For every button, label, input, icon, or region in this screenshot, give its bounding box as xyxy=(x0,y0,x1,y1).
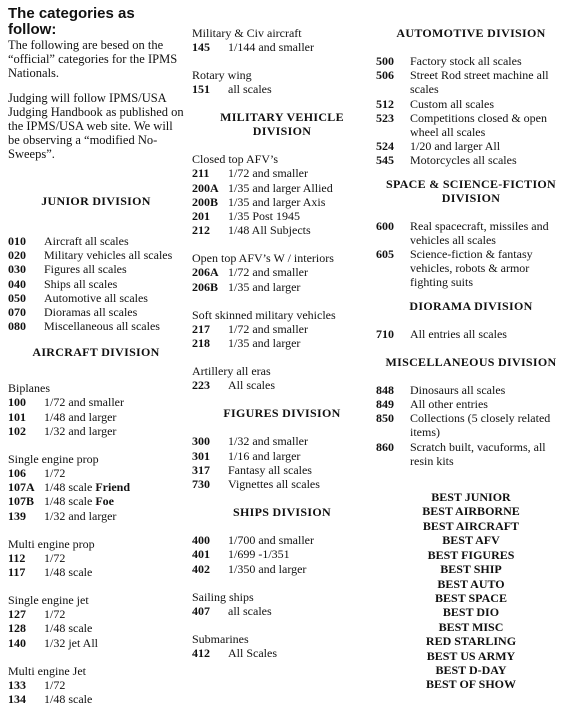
category-code: 050 xyxy=(8,290,26,305)
category-code: 402 xyxy=(192,561,210,576)
category-description xyxy=(44,565,184,579)
space-division-title-line2: DIVISION xyxy=(441,190,501,205)
category-description xyxy=(44,410,184,424)
category-description xyxy=(44,636,184,650)
category-code: 020 xyxy=(8,248,26,263)
category-description xyxy=(228,463,372,477)
category-row xyxy=(8,262,184,276)
category-description xyxy=(44,277,184,291)
category-code: 128 xyxy=(8,621,26,636)
category-description-text: 1/72 and smaller xyxy=(228,166,308,181)
category-description-text: 1/32 and smaller xyxy=(228,434,308,449)
category-code: 605 xyxy=(376,247,394,262)
category-row xyxy=(376,97,566,111)
category-code: 200A xyxy=(192,180,219,195)
category-description-text: Miscellaneous all scales xyxy=(44,319,160,334)
category-code: 848 xyxy=(376,382,394,397)
category-description xyxy=(228,82,372,96)
category-description-text: Scratch built, vacuforms, all resin kits xyxy=(410,439,546,468)
category-description xyxy=(228,434,372,448)
category-description-text: All entries all scales xyxy=(410,326,507,341)
category-row xyxy=(192,378,372,392)
category-row xyxy=(192,449,372,463)
category-row xyxy=(8,692,184,706)
group-single-engine-jet: Single engine jet xyxy=(8,593,89,608)
category-row xyxy=(192,434,372,448)
category-description-text: 1/48 scale xyxy=(44,621,93,636)
category-description xyxy=(44,509,184,523)
category-description xyxy=(44,305,184,319)
category-row xyxy=(376,397,566,411)
category-row xyxy=(376,54,566,68)
category-code: 524 xyxy=(376,139,394,154)
category-code: 100 xyxy=(8,395,26,410)
category-description-text: 1/48 scale xyxy=(44,565,93,580)
group-single-engine-prop: Single engine prop xyxy=(8,452,99,467)
category-description xyxy=(228,195,372,209)
category-description-text: 1/32 and larger xyxy=(44,423,117,438)
category-description-text: 1/35 and larger Axis xyxy=(228,194,326,209)
category-description xyxy=(228,166,372,180)
space-entries xyxy=(376,219,566,290)
category-row xyxy=(376,327,566,341)
category-row xyxy=(192,604,372,618)
category-description-text: 1/48 scale xyxy=(44,692,93,707)
category-code: 545 xyxy=(376,153,394,168)
category-description-text: Competitions closed & open wheel all scales xyxy=(410,110,547,140)
category-description xyxy=(44,319,184,333)
category-description xyxy=(44,678,184,692)
category-code: 849 xyxy=(376,397,394,412)
category-row xyxy=(192,223,372,237)
category-row xyxy=(8,466,184,480)
category-description-text: 1/35 Post 1945 xyxy=(228,209,301,224)
category-description-text: 1/72 and smaller xyxy=(228,265,308,280)
category-description xyxy=(228,280,372,294)
category-code: 080 xyxy=(8,319,26,334)
category-code: 223 xyxy=(192,378,210,393)
category-description xyxy=(410,111,566,139)
category-row xyxy=(376,153,566,167)
category-description-text: 1/35 and larger xyxy=(228,279,301,294)
category-code: 407 xyxy=(192,603,210,618)
group-military-civ-aircraft: Military & Civ aircraft xyxy=(192,26,302,40)
category-code: 145 xyxy=(192,40,210,54)
category-row xyxy=(8,319,184,333)
category-row xyxy=(8,621,184,635)
category-description xyxy=(410,327,566,341)
category-description xyxy=(228,547,372,561)
group-soft-skinned: Soft skinned military vehicles xyxy=(192,307,336,322)
category-description xyxy=(410,68,566,96)
group-open-top-afv: Open top AFV’s W / interiors xyxy=(192,251,334,266)
category-description xyxy=(228,223,372,237)
category-code: 107A xyxy=(8,480,35,495)
category-description xyxy=(44,395,184,409)
category-description xyxy=(44,551,184,565)
category-row xyxy=(8,234,184,248)
category-row xyxy=(376,111,566,139)
category-code: 317 xyxy=(192,462,210,477)
category-description-text: 1/72 and smaller xyxy=(44,395,124,410)
junior-division-title: JUNIOR DIVISION xyxy=(41,194,151,208)
category-description xyxy=(228,378,372,392)
category-code: 102 xyxy=(8,423,26,438)
rotary-entries xyxy=(192,82,372,96)
category-row xyxy=(8,551,184,565)
category-description xyxy=(228,181,372,195)
category-code: 040 xyxy=(8,276,26,291)
category-description-text: 1/35 and larger Allied xyxy=(228,180,333,195)
aircraft-division-title: AIRCRAFT DIVISION xyxy=(32,345,160,360)
best-award: BEST MISC xyxy=(438,619,504,634)
junior-entries xyxy=(8,234,184,333)
category-description-text: Dioramas all scales xyxy=(44,305,138,320)
group-biplanes: Biplanes xyxy=(8,381,50,396)
group-rotary-wing: Rotary wing xyxy=(192,68,252,83)
space-division-title-line1: SPACE & SCIENCE-FICTION xyxy=(385,176,557,191)
category-code: 401 xyxy=(192,547,210,562)
soft-skinned-entries xyxy=(192,322,372,350)
category-code: 217 xyxy=(192,321,210,336)
category-row xyxy=(192,265,372,279)
category-description-text: 1/72 xyxy=(44,677,66,692)
category-code: 106 xyxy=(8,466,26,481)
category-description xyxy=(44,262,184,276)
category-description-text: Aircraft all scales xyxy=(44,234,129,248)
category-code: 600 xyxy=(376,218,394,233)
sailing-entries xyxy=(192,604,372,618)
category-description xyxy=(410,97,566,111)
category-description-text: 1/48 scale xyxy=(44,494,96,509)
category-description-text: 1/72 xyxy=(44,466,66,481)
mil-civ-entries xyxy=(192,40,372,54)
category-row xyxy=(8,248,184,262)
category-description xyxy=(44,248,184,262)
best-award: BEST AIRBORNE xyxy=(422,504,520,519)
group-multi-engine-jet: Multi engine Jet xyxy=(8,663,86,678)
single-jet-entries xyxy=(8,607,184,650)
best-award: BEST US ARMY xyxy=(426,648,516,663)
multi-prop-entries xyxy=(8,551,184,579)
category-code: 112 xyxy=(8,550,26,565)
category-row xyxy=(376,68,566,96)
category-description-text: 1/20 and larger All xyxy=(410,139,501,154)
category-code: 206A xyxy=(192,265,219,280)
category-code: 710 xyxy=(376,326,394,341)
category-code: 117 xyxy=(8,565,26,580)
category-row xyxy=(376,383,566,397)
category-description xyxy=(44,494,184,508)
category-code: 030 xyxy=(8,262,26,277)
automotive-entries xyxy=(376,54,566,168)
category-code: 206B xyxy=(192,279,219,294)
category-description-text: Science-fiction & fantasy vehicles, robots & armor fighting suits xyxy=(410,247,533,290)
category-code: 201 xyxy=(192,209,210,224)
category-description-text: Fantasy all scales xyxy=(228,462,312,477)
category-description xyxy=(228,533,372,547)
category-description xyxy=(410,247,566,290)
category-description xyxy=(410,440,566,468)
category-row xyxy=(8,395,184,409)
category-code: 412 xyxy=(192,646,210,661)
category-description xyxy=(44,466,184,480)
category-description xyxy=(410,383,566,397)
best-award: BEST SPACE xyxy=(435,590,507,605)
category-code: 850 xyxy=(376,411,394,426)
category-description xyxy=(410,219,566,247)
figures-entries xyxy=(192,434,372,491)
category-description-text: 1/699 -1/351 xyxy=(228,547,290,562)
intro-heading: The categories as follow: xyxy=(8,5,135,38)
category-row xyxy=(376,440,566,468)
category-row xyxy=(8,494,184,508)
best-award: BEST DIO xyxy=(442,605,500,620)
category-description xyxy=(44,692,184,706)
best-award: BEST JUNIOR xyxy=(431,490,511,505)
category-description xyxy=(228,40,372,54)
category-description xyxy=(228,336,372,350)
category-description-text: All Scales xyxy=(228,646,277,661)
category-description-text: Dinosaurs all scales xyxy=(410,382,506,397)
category-row xyxy=(8,480,184,494)
category-code: 218 xyxy=(192,336,210,351)
category-row xyxy=(8,636,184,650)
best-award: BEST FIGURES xyxy=(427,547,515,562)
category-row xyxy=(192,533,372,547)
best-award: BEST D-DAY xyxy=(435,662,507,677)
ships-division-title: SHIPS DIVISION xyxy=(233,505,331,520)
category-description-text: Automotive all scales xyxy=(44,290,148,305)
military-division-title-line1: MILITARY VEHICLE xyxy=(220,110,344,125)
category-description-text: all scales xyxy=(228,603,272,618)
category-row xyxy=(192,166,372,180)
category-row xyxy=(8,424,184,438)
group-artillery: Artillery all eras xyxy=(192,364,271,379)
category-description-text: Vignettes all scales xyxy=(228,477,320,492)
column-middle xyxy=(192,0,372,660)
category-description-text: 1/35 and larger xyxy=(228,336,301,351)
best-awards-list xyxy=(376,490,566,692)
category-row xyxy=(192,195,372,209)
category-description-text: all scales xyxy=(228,82,272,97)
category-row xyxy=(376,219,566,247)
multi-jet-entries xyxy=(8,678,184,706)
best-award: BEST OF SHOW xyxy=(425,677,517,692)
category-code: 512 xyxy=(376,96,394,111)
category-description-emphasis: Foe xyxy=(95,494,114,509)
category-code: 212 xyxy=(192,223,210,238)
best-award: BEST SHIP xyxy=(440,562,502,577)
category-description-text: 1/350 and larger xyxy=(228,561,307,576)
category-description-text: All scales xyxy=(228,378,275,393)
figures-division-title: FIGURES DIVISION xyxy=(223,406,341,421)
ships-entries xyxy=(192,533,372,576)
category-row xyxy=(192,209,372,223)
intro-paragraph-1: The following are besed on the “official” categories for the IPMS Nationals. xyxy=(8,38,178,80)
single-prop-entries xyxy=(8,466,184,523)
category-description xyxy=(228,604,372,618)
category-description xyxy=(410,411,566,439)
category-description-text: Ships all scales xyxy=(44,276,118,291)
category-code: 134 xyxy=(8,692,26,707)
category-row xyxy=(192,40,372,54)
category-row xyxy=(192,463,372,477)
category-row xyxy=(192,280,372,294)
column-left xyxy=(8,0,184,706)
category-description-text: Figures all scales xyxy=(44,262,127,277)
category-code: 211 xyxy=(192,166,210,181)
category-description xyxy=(410,153,566,167)
category-description-text: 1/48 scale xyxy=(44,480,96,495)
category-code: 200B xyxy=(192,194,219,209)
category-code: 506 xyxy=(376,68,394,83)
category-description xyxy=(44,480,184,494)
category-description-text: Collections (5 closely related items) xyxy=(410,411,551,440)
diorama-division-title: DIORAMA DIVISION xyxy=(409,298,533,313)
category-description xyxy=(44,291,184,305)
category-row xyxy=(192,547,372,561)
category-description-text: 1/144 and smaller xyxy=(228,40,314,54)
category-description-text: All other entries xyxy=(410,397,488,412)
category-code: 400 xyxy=(192,533,210,548)
category-description-text: 1/32 and larger xyxy=(44,508,117,523)
category-description-text: 1/48 All Subjects xyxy=(228,223,311,238)
category-description xyxy=(228,449,372,463)
category-description-text: 1/48 and larger xyxy=(44,409,117,424)
category-description-text: 1/72 and smaller xyxy=(228,321,308,336)
category-description xyxy=(228,646,372,660)
category-code: 500 xyxy=(376,54,394,68)
category-code: 010 xyxy=(8,234,26,248)
group-sailing-ships: Sailing ships xyxy=(192,589,254,604)
group-closed-top-afv: Closed top AFV’s xyxy=(192,152,279,167)
category-row xyxy=(8,410,184,424)
category-description xyxy=(228,477,372,491)
category-description-text: 1/72 xyxy=(44,607,66,622)
category-description-text: Street Rod street machine all scales xyxy=(410,68,549,97)
submarine-entries xyxy=(192,646,372,660)
category-code: 101 xyxy=(8,409,26,424)
category-row xyxy=(376,247,566,290)
diorama-entries xyxy=(376,327,566,341)
category-code: 301 xyxy=(192,448,210,463)
category-description-text: 1/32 jet All xyxy=(44,635,98,650)
category-description-text: Military vehicles all scales xyxy=(44,248,173,263)
category-row xyxy=(8,678,184,692)
category-description-text: Real spacecraft, missiles and vehicles all scales xyxy=(410,218,549,247)
category-code: 127 xyxy=(8,607,26,622)
category-code: 140 xyxy=(8,635,26,650)
category-row xyxy=(8,509,184,523)
category-row xyxy=(192,646,372,660)
category-row xyxy=(192,336,372,350)
category-code: 523 xyxy=(376,110,394,125)
category-description-text: Factory stock all scales xyxy=(410,54,522,68)
category-description xyxy=(410,139,566,153)
category-row xyxy=(376,139,566,153)
category-code: 133 xyxy=(8,677,26,692)
best-award: BEST AIRCRAFT xyxy=(422,518,520,533)
category-description xyxy=(228,209,372,223)
category-description-text: 1/16 and larger xyxy=(228,448,301,463)
best-award: BEST AUTO xyxy=(437,576,505,591)
category-description xyxy=(44,424,184,438)
category-description-text: 1/700 and smaller xyxy=(228,533,314,548)
category-description xyxy=(44,607,184,621)
closed-afv-entries xyxy=(192,166,372,237)
category-description xyxy=(228,562,372,576)
category-row xyxy=(8,291,184,305)
category-code: 151 xyxy=(192,82,210,97)
category-description xyxy=(410,54,566,68)
category-row xyxy=(8,305,184,319)
category-row xyxy=(192,562,372,576)
category-code: 300 xyxy=(192,434,210,449)
misc-entries xyxy=(376,383,566,468)
group-multi-engine-prop: Multi engine prop xyxy=(8,536,95,551)
best-award: BEST AFV xyxy=(442,533,500,548)
artillery-entries xyxy=(192,378,372,392)
best-award: RED STARLING xyxy=(425,634,517,649)
category-description xyxy=(228,322,372,336)
category-code: 730 xyxy=(192,477,210,492)
category-code: 107B xyxy=(8,494,35,509)
category-code: 860 xyxy=(376,439,394,454)
category-row xyxy=(8,607,184,621)
category-code: 139 xyxy=(8,508,26,523)
category-description-text: Motorcycles all scales xyxy=(410,153,517,168)
category-description-emphasis: Friend xyxy=(95,480,130,495)
intro-paragraph-2: Judging will follow IPMS/USA Judging Handbook as published on the IPMS/USA web site. We will be observing a “modified No-Sweeps”. xyxy=(8,91,184,161)
group-submarines: Submarines xyxy=(192,632,249,647)
misc-division-title: MISCELLANEOUS DIVISION xyxy=(385,354,557,369)
category-description-text: Custom all scales xyxy=(410,96,494,111)
column-right xyxy=(376,0,566,692)
category-row xyxy=(376,411,566,439)
automotive-division-title: AUTOMOTIVE DIVISION xyxy=(396,26,546,40)
category-description xyxy=(410,397,566,411)
category-row xyxy=(192,322,372,336)
biplanes-entries xyxy=(8,395,184,438)
category-row xyxy=(192,181,372,195)
category-description xyxy=(228,265,372,279)
category-description xyxy=(44,234,184,248)
category-description xyxy=(44,621,184,635)
category-row xyxy=(8,277,184,291)
category-row xyxy=(8,565,184,579)
category-row xyxy=(192,477,372,491)
category-description-text: 1/72 xyxy=(44,550,66,565)
military-division-title-line2: DIVISION xyxy=(252,124,312,139)
category-code: 070 xyxy=(8,305,26,320)
open-afv-entries xyxy=(192,265,372,293)
category-row xyxy=(192,82,372,96)
